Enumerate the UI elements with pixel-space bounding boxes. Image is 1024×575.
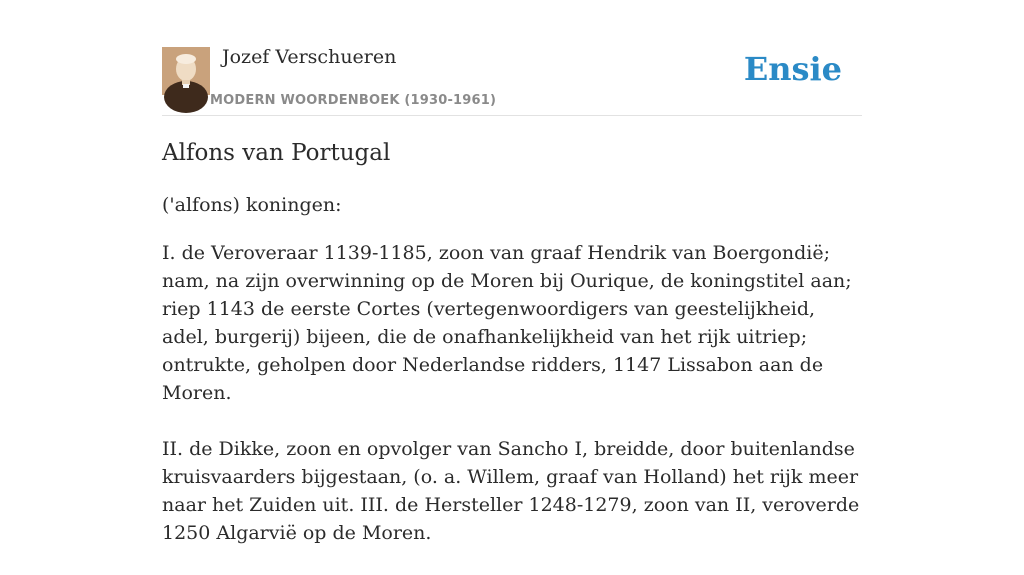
header bbox=[162, 46, 862, 116]
article-paragraph: I. de Veroveraar 1139-1185, zoon van graaf Hendrik van Boergondië; nam, na zijn overwinning op de Moren bij Ourique, de koningstitel aan; riep 1143 de eerste Cortes (vertegenwoordigers van geestelijkheid, adel, burgerij) bijeen, die de onafhankelijkheid van het rijk uitriep; ontrukte, geholpen door Nederlandse ridders, 1147 Lissabon aan de Moren. bbox=[162, 242, 852, 404]
portrait-image bbox=[162, 47, 210, 95]
article-paragraph: II. de Dikke, zoon en opvolger van Sancho I, breidde, door buitenlandse kruisvaarders bijgestaan, (o. a. Willem, graaf van Holland) het rijk meer naar het Zuiden uit. III. de Hersteller 1248-1279, zoon van II, veroverde 1250 Algarvië op de Moren. bbox=[162, 438, 860, 544]
source-label[interactable]: MODERN WOORDENBOEK (1930-1961) bbox=[210, 93, 497, 108]
pronunciation-line: ('alfons) koningen: bbox=[162, 194, 342, 216]
ensie-logo[interactable]: Ensie bbox=[743, 50, 842, 88]
author-name[interactable]: Jozef Verschueren bbox=[222, 46, 397, 68]
article-title: Alfons van Portugal bbox=[162, 140, 391, 166]
article-body bbox=[162, 239, 862, 575]
header-divider bbox=[162, 115, 862, 116]
author-avatar[interactable] bbox=[162, 47, 210, 95]
